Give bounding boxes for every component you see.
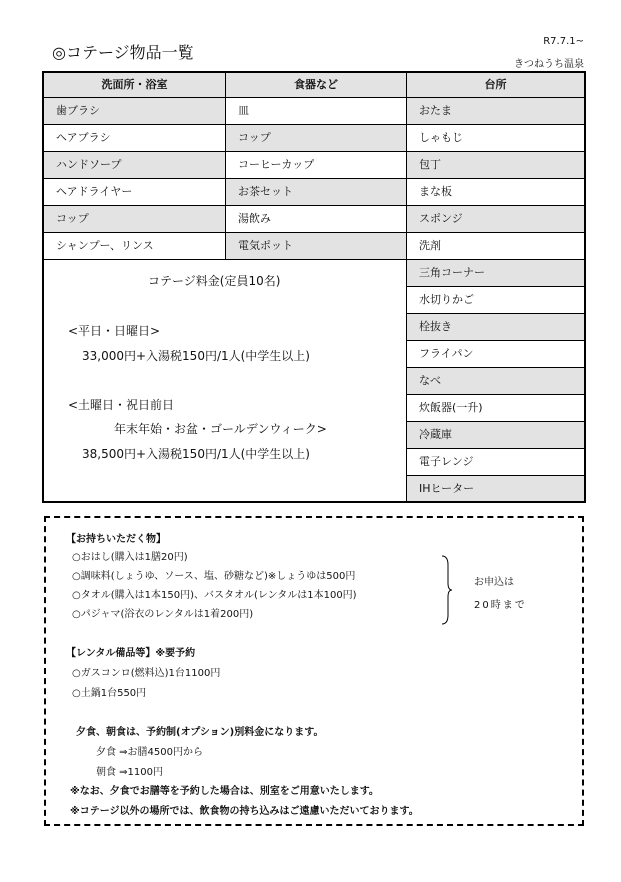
list-item: ○パジャマ(浴衣のレンタルは1着200円) xyxy=(72,609,254,620)
effective-date: R7.7.1~ xyxy=(543,36,584,47)
no-outside-food-note: ※コテージ以外の場所では、飲食物の持ち込みはご遠慮いただいております。 xyxy=(70,806,419,817)
fee-title: コテージ料金(定員10名) xyxy=(148,274,281,288)
table-cell: 電気ポット xyxy=(226,233,406,260)
table-cell: 水切りかご xyxy=(407,287,584,314)
table-cell: フライパン xyxy=(407,341,584,368)
holiday-label-continued: 年末年始・お盆・ゴールデンウィーク> xyxy=(114,422,327,436)
table-cell: シャンプー、リンス xyxy=(44,233,225,260)
table-cell: コーヒーカップ xyxy=(226,152,406,179)
list-item: ○おはし(購入は1膳20円) xyxy=(72,552,188,563)
header-tableware: 食器など xyxy=(226,73,406,98)
holiday-price: 38,500円+入湯税150円/1人(中学生以上) xyxy=(82,447,310,461)
divider xyxy=(406,73,407,501)
table-cell: 皿 xyxy=(226,98,406,125)
table-cell: 湯飲み xyxy=(226,206,406,233)
private-room-note: ※なお、夕食でお膳等を予約した場合は、別室をご用意いたします。 xyxy=(70,786,379,797)
meal-note: 夕食、朝食は、予約制(オプション)別料金になります。 xyxy=(76,727,324,738)
list-item: ○調味料(しょうゆ、ソース、塩、砂糖など)※しょうゆは500円 xyxy=(72,571,356,582)
table-cell: 電子レンジ xyxy=(407,449,584,476)
bring-title: 【お持ちいただく物】 xyxy=(66,534,166,545)
facility-name: きつねうち温泉 xyxy=(514,59,584,70)
header-kitchen: 台所 xyxy=(407,73,584,98)
list-item: ○タオル(購入は1本150円)、バスタオル(レンタルは1本100円) xyxy=(72,590,357,601)
dinner-price: 夕食 ⇒お膳4500円から xyxy=(96,747,204,758)
table-cell: しゃもじ xyxy=(407,125,584,152)
fee-box xyxy=(44,260,406,503)
item-table xyxy=(42,71,586,503)
notes-box xyxy=(44,516,584,826)
header-washroom: 洗面所・浴室 xyxy=(44,73,225,98)
page-title: ◎コテージ物品一覧 xyxy=(52,43,194,62)
holiday-label: <土曜日・祝日前日 xyxy=(68,398,175,412)
list-item: ○土鍋1台550円 xyxy=(72,688,147,699)
breakfast-price: 朝食 ⇒1100円 xyxy=(96,767,164,778)
brace-icon xyxy=(441,555,453,625)
table-cell: 冷蔵庫 xyxy=(407,422,584,449)
table-cell: ハンドソープ xyxy=(44,152,225,179)
table-cell: おたま xyxy=(407,98,584,125)
weekday-label: <平日・日曜日> xyxy=(68,324,161,338)
apply-deadline: 20時まで xyxy=(474,600,527,611)
table-cell: 洗剤 xyxy=(407,233,584,260)
weekday-price: 33,000円+入湯税150円/1人(中学生以上) xyxy=(82,349,310,363)
divider xyxy=(225,73,226,260)
table-cell: 三角コーナー xyxy=(407,260,584,287)
rental-title: 【レンタル備品等】※要予約 xyxy=(66,648,196,659)
table-cell: IHヒーター xyxy=(407,476,584,501)
table-cell: なべ xyxy=(407,368,584,395)
table-cell: 栓抜き xyxy=(407,314,584,341)
table-cell: 包丁 xyxy=(407,152,584,179)
table-cell: 炊飯器(一升) xyxy=(407,395,584,422)
list-item: ○ガスコンロ(燃料込)1台1100円 xyxy=(72,668,221,679)
table-cell: スポンジ xyxy=(407,206,584,233)
table-cell: 歯ブラシ xyxy=(44,98,225,125)
table-cell: ヘアドライヤー xyxy=(44,179,225,206)
apply-note: お申込は xyxy=(474,577,514,588)
table-cell: お茶セット xyxy=(226,179,406,206)
table-cell: コップ xyxy=(44,206,225,233)
table-cell: ヘアブラシ xyxy=(44,125,225,152)
table-cell: まな板 xyxy=(407,179,584,206)
table-cell: コップ xyxy=(226,125,406,152)
